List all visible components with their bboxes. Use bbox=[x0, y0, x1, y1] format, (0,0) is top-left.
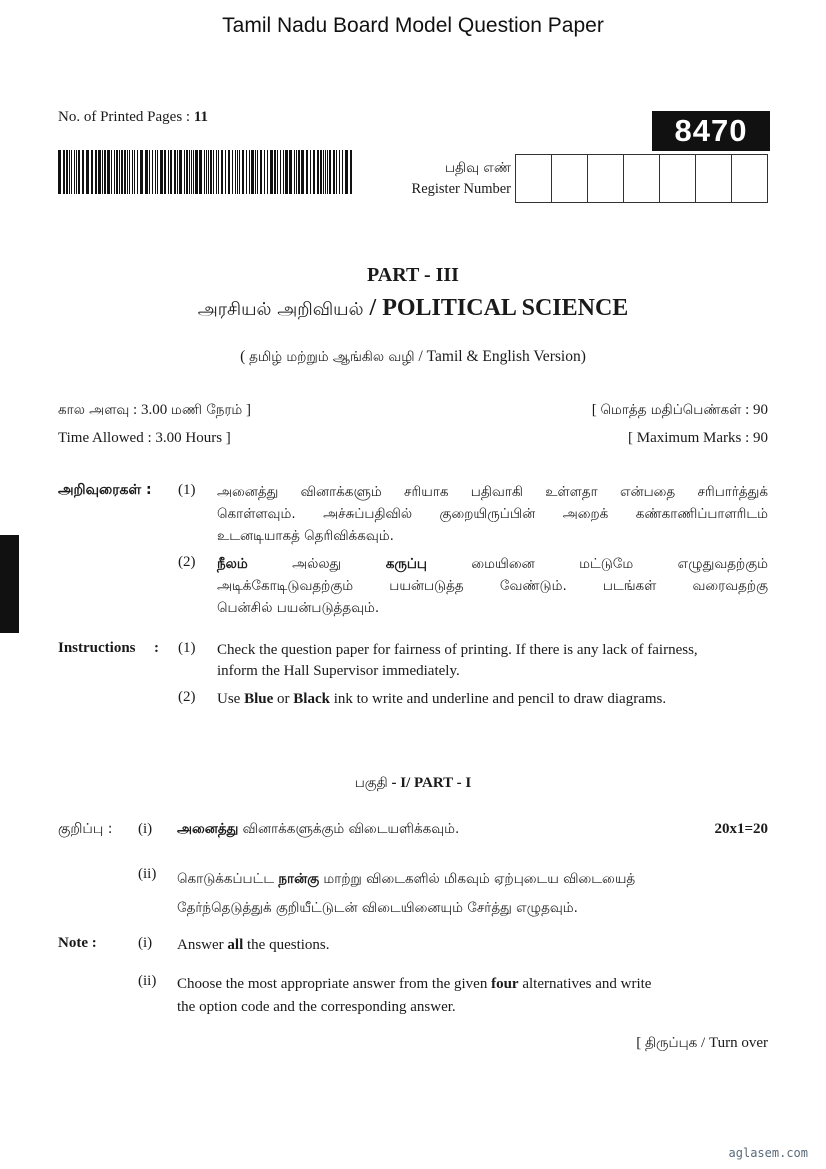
part-title: PART - III bbox=[367, 264, 459, 286]
time-ta-close: ] bbox=[242, 402, 252, 418]
instructions-en-colon: : bbox=[154, 640, 159, 656]
ta-2-rest: மையினை மட்டுமே எழுதுவதற்கும் bbox=[426, 556, 768, 572]
turn-over[interactable] bbox=[636, 1035, 768, 1053]
printed-pages-value: 11 bbox=[193, 109, 209, 125]
register-digit-box[interactable] bbox=[552, 155, 588, 202]
en-or: or bbox=[273, 691, 294, 707]
ta-ii-rest: மாற்று விடைகளில் மிகவும் ஏற்புடைய விடையைத் bbox=[319, 871, 636, 887]
register-digit-box[interactable] bbox=[696, 155, 732, 202]
instructions-ta-2-line2: அடிக்கோடிடுவதற்கும் பயன்படுத்த வேண்டும். படங்கள் வரைவதற்கு bbox=[217, 578, 768, 594]
en-ii-pre: Choose the most appropriate answer from the given bbox=[177, 976, 492, 992]
marks-ta-label: மொத்த மதிப்பெண்கள் bbox=[600, 402, 742, 418]
en-blue: Blue bbox=[244, 691, 274, 707]
part1-marks: 20x1=20 bbox=[714, 821, 768, 837]
note-ta-ii-line1 bbox=[177, 865, 635, 894]
max-marks-en: [ Maximum Marks : 90 bbox=[628, 430, 768, 446]
printed-pages-label: No. of Printed Pages : bbox=[58, 109, 194, 125]
version-line bbox=[0, 348, 826, 367]
instructions-ta-num-2: (2) bbox=[178, 554, 196, 570]
subject-en: POLITICAL SCIENCE bbox=[382, 295, 629, 321]
register-number-label bbox=[380, 158, 511, 200]
instructions-ta-heading: அறிவுரைகள் : bbox=[58, 482, 152, 498]
instructions-ta-2-line3: பென்சில் பயன்படுத்தவும். bbox=[217, 600, 380, 616]
marks-ta-value: : 90 bbox=[741, 402, 768, 418]
ta-four: நான்கு bbox=[278, 871, 320, 887]
printed-pages bbox=[58, 109, 208, 126]
note-ta-num-ii: (ii) bbox=[138, 866, 157, 882]
instructions-ta-1-line3: உடனடியாகத் தெரிவிக்கவும். bbox=[217, 528, 394, 544]
en-i-post: the questions. bbox=[243, 937, 330, 953]
part1-heading-en: - I/ PART - I bbox=[387, 775, 472, 791]
register-label-ta: பதிவு எண் bbox=[444, 160, 511, 176]
ta-ii-pre: கொடுக்கப்பட்ட bbox=[177, 871, 279, 887]
ta-i-rest: வினாக்களுக்கும் விடையளிக்கவும். bbox=[238, 821, 460, 837]
instructions-en-1-line2: inform the Hall Supervisor immediately. bbox=[217, 663, 460, 679]
register-digit-box[interactable] bbox=[588, 155, 624, 202]
en-all: all bbox=[227, 937, 244, 953]
note-en-i bbox=[177, 935, 330, 956]
register-digit-box[interactable] bbox=[516, 155, 552, 202]
page-banner: Tamil Nadu Board Model Question Paper bbox=[222, 14, 604, 37]
subject-sep: / bbox=[363, 295, 383, 321]
note-ta-num-i: (i) bbox=[138, 821, 153, 837]
part1-heading-ta: பகுதி bbox=[354, 775, 388, 791]
register-digit-box[interactable] bbox=[660, 155, 696, 202]
margin-bar bbox=[0, 535, 19, 633]
note-ta-ii-line2: தேர்ந்தெடுத்துக் குறியீட்டுடன் விடையினையும் சேர்த்து எழுதவும். bbox=[177, 900, 578, 916]
version-en: / Tamil & English Version) bbox=[414, 348, 586, 365]
en-black: Black bbox=[293, 691, 330, 707]
instructions-ta-1-line2: கொள்ளவும். அச்சுப்பதிவில் குறையிருப்பின் அறைக் கண்காணிப்பாளரிடம் bbox=[217, 506, 768, 522]
barcode-image bbox=[58, 150, 354, 194]
part1-heading bbox=[0, 775, 826, 793]
instructions-en-1-line1: Check the question paper for fairness of printing. If there is any lack of fairness, bbox=[217, 642, 698, 658]
instructions-ta-1-line1: அனைத்து வினாக்களும் சரியாக பதிவாகி உள்ளதா என்பதை சரிபார்த்துக் bbox=[217, 484, 768, 500]
en-use: Use bbox=[217, 691, 245, 707]
instructions-en-heading: Instructions bbox=[58, 640, 136, 656]
time-ta-value: : 3.00 bbox=[129, 402, 171, 418]
note-en-ii-line2: the option code and the corresponding answer. bbox=[177, 999, 456, 1015]
version-open: ( bbox=[240, 348, 250, 365]
instructions-ta-item-1 bbox=[217, 481, 768, 547]
ta-all: அனைத்து bbox=[177, 821, 239, 837]
note-ta-i bbox=[177, 821, 459, 839]
marks-ta-open: [ bbox=[591, 402, 601, 418]
turn-ta: திருப்புக bbox=[644, 1035, 698, 1051]
watermark-text: aglasem.com bbox=[728, 1146, 808, 1160]
time-ta-unit: மணி நேரம் bbox=[170, 402, 243, 418]
time-ta-label: கால அளவு bbox=[58, 402, 130, 418]
ta-blue: நீலம் bbox=[217, 556, 248, 572]
subject-title bbox=[0, 295, 826, 322]
max-marks-ta bbox=[592, 402, 768, 420]
en-ink-text: ink to write and underline and pencil to draw diagrams. bbox=[329, 691, 667, 707]
instructions-ta-item-2 bbox=[217, 553, 768, 619]
note-ta-label: குறிப்பு : bbox=[58, 821, 113, 837]
instructions-en-item-2 bbox=[217, 689, 666, 710]
en-ii-post: alternatives and write bbox=[518, 976, 652, 992]
subject-ta: அரசியல் அறிவியல் bbox=[197, 299, 364, 320]
en-four: four bbox=[491, 976, 519, 992]
instructions-en-num-2: (2) bbox=[178, 689, 196, 705]
turn-en: / Turn over bbox=[697, 1035, 768, 1051]
instructions-ta-2-line1 bbox=[217, 553, 768, 575]
note-en-label: Note : bbox=[58, 935, 97, 951]
version-ta: தமிழ் மற்றும் ஆங்கில வழி bbox=[249, 349, 415, 365]
instructions-en-item-1 bbox=[217, 640, 777, 682]
paper-code: 8470 bbox=[652, 111, 770, 151]
instructions-en-num-1: (1) bbox=[178, 640, 196, 656]
register-number-boxes[interactable] bbox=[515, 154, 768, 203]
ta-black: கருப்பு bbox=[385, 556, 427, 572]
register-label-en: Register Number bbox=[411, 181, 511, 197]
note-ta-ii bbox=[177, 865, 635, 923]
time-allowed-en: Time Allowed : 3.00 Hours ] bbox=[58, 430, 231, 446]
en-i-pre: Answer bbox=[177, 937, 228, 953]
turn-open: [ bbox=[636, 1035, 645, 1051]
time-allowed-ta bbox=[58, 402, 251, 420]
note-en-ii-line1 bbox=[177, 973, 651, 996]
ta-or: அல்லது bbox=[247, 556, 386, 572]
register-digit-box[interactable] bbox=[732, 155, 767, 202]
note-en-num-i: (i) bbox=[138, 935, 153, 951]
note-en-ii bbox=[177, 973, 651, 1019]
instructions-ta-num-1: (1) bbox=[178, 482, 196, 498]
note-en-num-ii: (ii) bbox=[138, 973, 157, 989]
register-digit-box[interactable] bbox=[624, 155, 660, 202]
